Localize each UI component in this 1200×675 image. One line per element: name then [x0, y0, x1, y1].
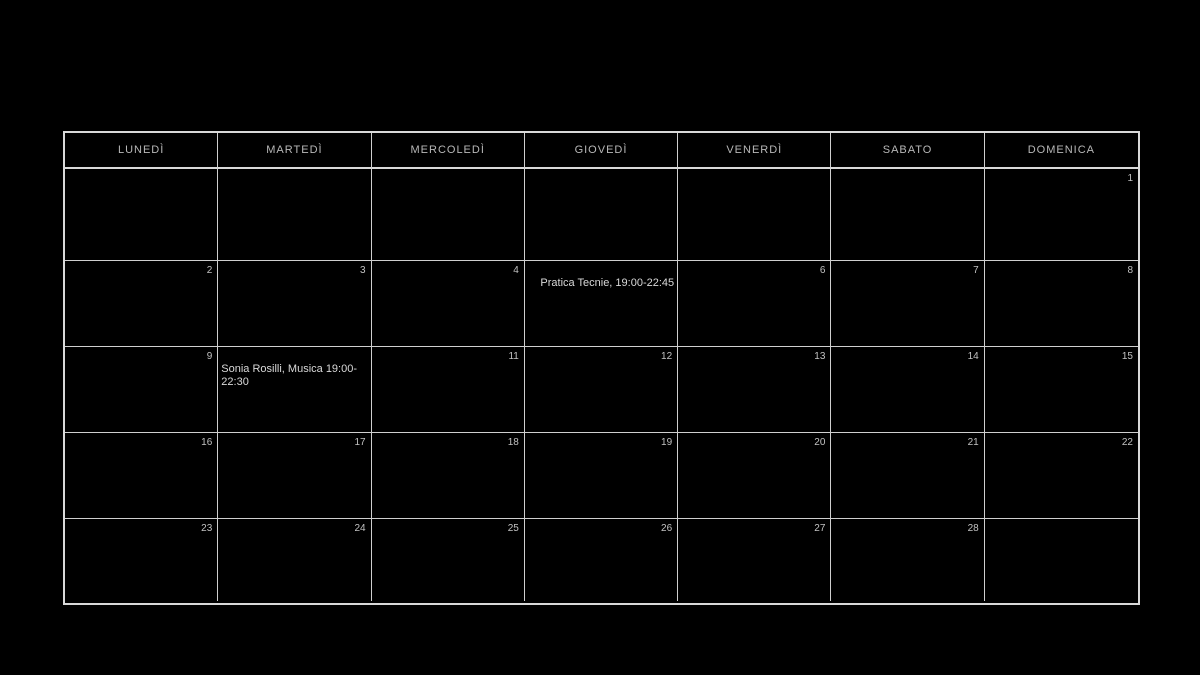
- calendar-cell[interactable]: [985, 433, 1138, 519]
- day-number: 24: [354, 523, 366, 534]
- day-number: 23: [201, 523, 213, 534]
- day-number: 21: [967, 437, 979, 448]
- calendar-cell[interactable]: [525, 519, 678, 601]
- calendar-cell[interactable]: [525, 433, 678, 519]
- calendar-cell[interactable]: [65, 347, 218, 433]
- day-header: MERCOLEDÌ: [372, 133, 525, 169]
- day-header: LUNEDÌ: [65, 133, 218, 169]
- day-number: [68, 171, 214, 185]
- day-number: [681, 171, 827, 185]
- calendar-cell[interactable]: [65, 169, 218, 261]
- day-number: 14: [967, 351, 979, 362]
- calendar-cell[interactable]: [372, 519, 525, 601]
- day-header: MARTEDÌ: [218, 133, 371, 169]
- calendar-cell[interactable]: [831, 519, 984, 601]
- calendar-cell[interactable]: [678, 261, 831, 347]
- calendar-cell[interactable]: [678, 433, 831, 519]
- day-number: 20: [814, 437, 826, 448]
- day-number: 13: [814, 351, 826, 362]
- calendar-cell[interactable]: [831, 261, 984, 347]
- day-number: [834, 171, 980, 185]
- day-number: 17: [354, 437, 366, 448]
- calendar-cell[interactable]: [678, 169, 831, 261]
- day-number: 9: [206, 351, 213, 362]
- day-number: 26: [661, 523, 673, 534]
- calendar-cell[interactable]: [985, 261, 1138, 347]
- calendar-cell[interactable]: [218, 519, 371, 601]
- day-number: [375, 171, 521, 185]
- day-header: DOMENICA: [985, 133, 1138, 169]
- calendar-cell[interactable]: [65, 261, 218, 347]
- calendar-cell[interactable]: [831, 169, 984, 261]
- event-item[interactable]: Pratica Tecnie, 19:00-22:45: [540, 277, 675, 289]
- day-number: 27: [814, 523, 826, 534]
- calendar-cell[interactable]: [985, 347, 1138, 433]
- day-number: [988, 521, 1135, 535]
- day-number: 22: [1121, 437, 1133, 448]
- calendar-cell[interactable]: [525, 261, 678, 347]
- calendar-cell[interactable]: [678, 519, 831, 601]
- day-number: 19: [661, 437, 673, 448]
- calendar-cell[interactable]: [985, 519, 1138, 601]
- month-calendar-grid: [63, 131, 1140, 605]
- calendar-cell[interactable]: [372, 433, 525, 519]
- event-item[interactable]: Sonia Rosilli, Musica 19:00-22:30: [221, 363, 358, 388]
- calendar-cell[interactable]: [678, 347, 831, 433]
- day-header: SABATO: [831, 133, 984, 169]
- calendar-cell[interactable]: [65, 519, 218, 601]
- calendar-cell[interactable]: [218, 347, 371, 433]
- day-number: 28: [967, 523, 979, 534]
- day-header: VENERDÌ: [678, 133, 831, 169]
- calendar-cell[interactable]: [985, 169, 1138, 261]
- calendar-cell[interactable]: [525, 347, 678, 433]
- day-number: 16: [201, 437, 213, 448]
- day-number: [221, 349, 367, 363]
- day-number: 7: [973, 265, 979, 276]
- day-number: 4: [513, 265, 519, 276]
- calendar-cell[interactable]: [525, 169, 678, 261]
- calendar-cell[interactable]: [372, 261, 525, 347]
- day-number: 15: [1121, 351, 1133, 362]
- day-header: GIOVEDÌ: [525, 133, 678, 169]
- calendar-cell[interactable]: [831, 433, 984, 519]
- calendar-cell[interactable]: [218, 261, 371, 347]
- calendar-cell[interactable]: [831, 347, 984, 433]
- day-number: 8: [1127, 265, 1133, 276]
- day-number: 6: [819, 265, 826, 276]
- day-number: 11: [508, 351, 519, 362]
- day-number: [221, 171, 367, 185]
- day-number: [528, 171, 674, 185]
- calendar-cell[interactable]: [218, 169, 371, 261]
- calendar-cell[interactable]: [218, 433, 371, 519]
- calendar-cell[interactable]: [372, 347, 525, 433]
- day-number: 1: [1127, 173, 1133, 184]
- day-number: 18: [507, 437, 519, 448]
- day-number: 12: [661, 351, 673, 362]
- calendar-cell[interactable]: [65, 433, 218, 519]
- day-number: [528, 263, 674, 277]
- day-number: 25: [507, 523, 519, 534]
- calendar-cell[interactable]: [372, 169, 525, 261]
- day-number: 2: [206, 265, 213, 276]
- day-number: 3: [360, 265, 366, 276]
